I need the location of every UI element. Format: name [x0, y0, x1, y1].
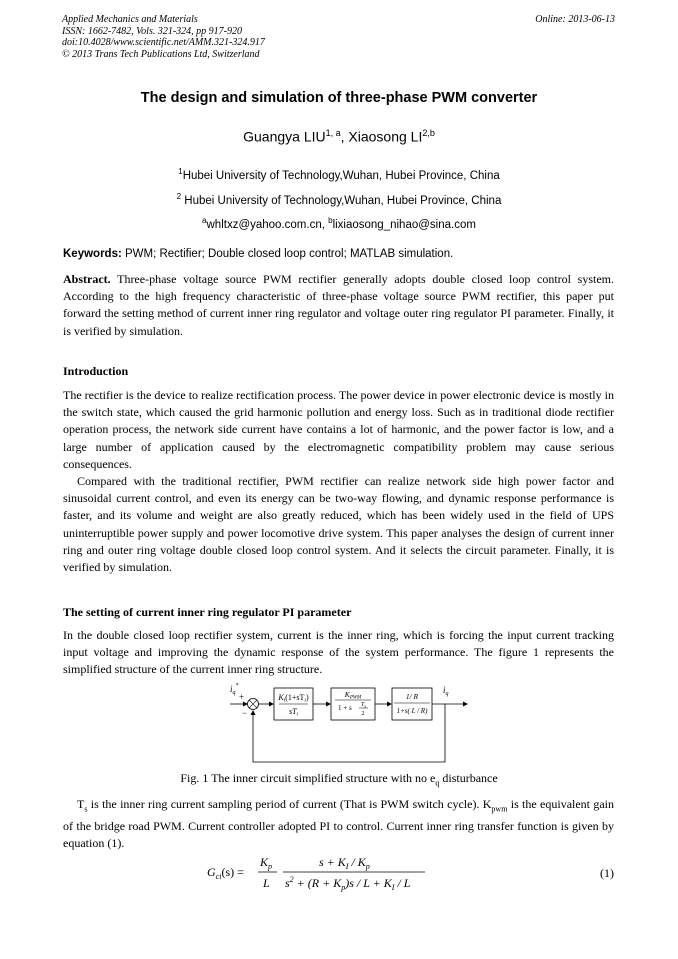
p2-text-2: is the equivalent gain of the bridge road PWM. Current controller adopted PI to control. Current inner ring transfer function is given by equation (1).	[63, 797, 614, 850]
figure-output-label: $i_q$	[443, 685, 449, 697]
introduction-paragraph-1: The rectifier is the device to realize rectification process. The power device in power electronic device is mostly in the switch state, which caused the grid harmonic pollution and energy loss. Such as in traditional diode rectifier operation process, the network side current have contains a lot of harmonic, and the power factor is low, and a large number of application caused by the electromagnetic compatibility problem may cause serious consequences.	[63, 388, 614, 471]
equation-1	[205, 850, 430, 894]
author-separator: ,	[340, 128, 349, 145]
p2-kpwm-sub: pwm	[491, 804, 508, 814]
author-2-sup: 2,b	[422, 128, 435, 138]
figure-1-caption	[0, 771, 678, 787]
author-2-name: Xiaosong LI	[348, 128, 423, 145]
author-1-name: Guangya LIU	[243, 128, 326, 145]
doi-line: doi:10.4028/www.scientific.net/AMM.321-324.917	[62, 37, 265, 48]
pwm-gain-numerator: $K_{PWM}$	[344, 690, 362, 701]
p2-ts-sub: s	[84, 804, 88, 814]
email-a-sup: a	[202, 216, 207, 225]
p2-ts: T	[77, 797, 85, 811]
keywords-text: PWM; Rectifier; Double closed loop control; MATLAB simulation.	[121, 248, 454, 260]
eq-frac1-den: L	[263, 876, 270, 890]
author-1-sup: 1, a	[325, 128, 341, 138]
eq-frac2-num: $s + K_I / K_p$	[319, 855, 370, 871]
abstract	[63, 271, 614, 340]
minus-sign: −	[242, 708, 248, 718]
email-b-sup: b	[328, 216, 333, 225]
pwm-gain-frac-den: 2	[361, 711, 365, 717]
online-date: Online: 2013-06-13	[535, 14, 615, 25]
plant-denominator: 1+s( L / R)	[396, 707, 428, 715]
affiliation-2	[0, 192, 678, 207]
pwm-gain-frac-num: $T_s$	[361, 702, 367, 709]
email-b: lixiaosong_nihao@sina.com	[332, 218, 476, 231]
caption-text: Fig. 1 The inner circuit simplified structure with no e	[180, 771, 436, 785]
eq-frac1-num: $K_p$	[260, 855, 273, 871]
affiliation-1	[0, 167, 678, 182]
abstract-label: Abstract.	[63, 272, 111, 286]
journal-header	[62, 14, 265, 60]
eq-frac2-den: $s^2 + (R + K_p)s / L + K_I / L$	[285, 875, 411, 892]
feedback-arrow	[251, 710, 256, 715]
pwm-gain-denominator: 1 + s	[338, 704, 352, 712]
caption-end: disturbance	[439, 771, 498, 785]
figure-input-label: $i_q^*$	[230, 683, 239, 696]
author-line	[0, 128, 678, 145]
affiliation-2-text: Hubei University of Technology,Wuhan, Hubei Province, China	[181, 194, 502, 207]
section-2-paragraph-2	[63, 796, 614, 852]
introduction-heading: Introduction	[63, 364, 129, 378]
caption-sub: q	[435, 778, 440, 788]
figure-1-block-diagram	[225, 682, 470, 772]
affiliation-1-text: Hubei University of Technology,Wuhan, Hubei Province, China	[182, 169, 500, 182]
issn-line: ISSN: 1662-7482, Vols. 321-324, pp 917-920	[62, 25, 242, 37]
pi-controller-denominator: sTi	[288, 707, 299, 718]
abstract-text: Three-phase voltage source PWM rectifier generally adopts double closed loop control system. According to the high frequency characteristic of three-phase voltage source PWM rectifier, this paper put forward the setting method of current inner ring regulator and voltage outer ring regulator PI parameter. Finally, it is verified by simulation.	[63, 272, 614, 338]
introduction-paragraph-2: Compared with the traditional rectifier, PWM rectifier can realize network side high power factor and sinusoidal current control, and even its energy can be two-way flowing, and dynamic response performance is faster, and its volume and weight are also greatly reduced, which has been widely used in the field of UPS uninterruptible power supply and power locomotive drive system. This paper analyses the design of current inner ring and outer ring voltage double closed loop control system. And it selects the circuit parameter. Finally, it is verified by simulation.	[63, 474, 614, 575]
keywords	[63, 248, 453, 260]
paper-title: The design and simulation of three-phase PWM converter	[140, 90, 538, 106]
journal-name: Applied Mechanics and Materials	[62, 14, 198, 25]
section-2-heading: The setting of current inner ring regulator PI parameter	[63, 605, 352, 619]
email-line	[0, 216, 678, 231]
keywords-label: Keywords:	[63, 248, 122, 260]
equation-number: (1)	[600, 866, 614, 880]
affiliation-1-sup: 1	[178, 167, 183, 176]
plant-numerator: 1/ R	[405, 692, 419, 701]
plus-sign: +	[239, 692, 245, 702]
p2-text-1: is the inner ring current sampling period of current (That is PWM switch cycle). K	[87, 797, 492, 811]
eq-lhs: $G_{ci}(s)$ =	[207, 865, 244, 881]
pi-controller-numerator: Ki(1+sTi)	[278, 693, 309, 704]
section-2-paragraph-1: In the double closed loop rectifier system, current is the inner ring, which is forcing the input current tracking input voltage and improving the dynamic response of the system performance. The figure 1 represents the simplified structure of the current inner ring structure.	[63, 628, 614, 677]
copyright-line: © 2013 Trans Tech Publications Ltd, Switzerland	[62, 48, 260, 60]
email-a: whltxz@yahoo.com.cn,	[206, 218, 329, 231]
affiliation-2-sup: 2	[176, 192, 182, 201]
